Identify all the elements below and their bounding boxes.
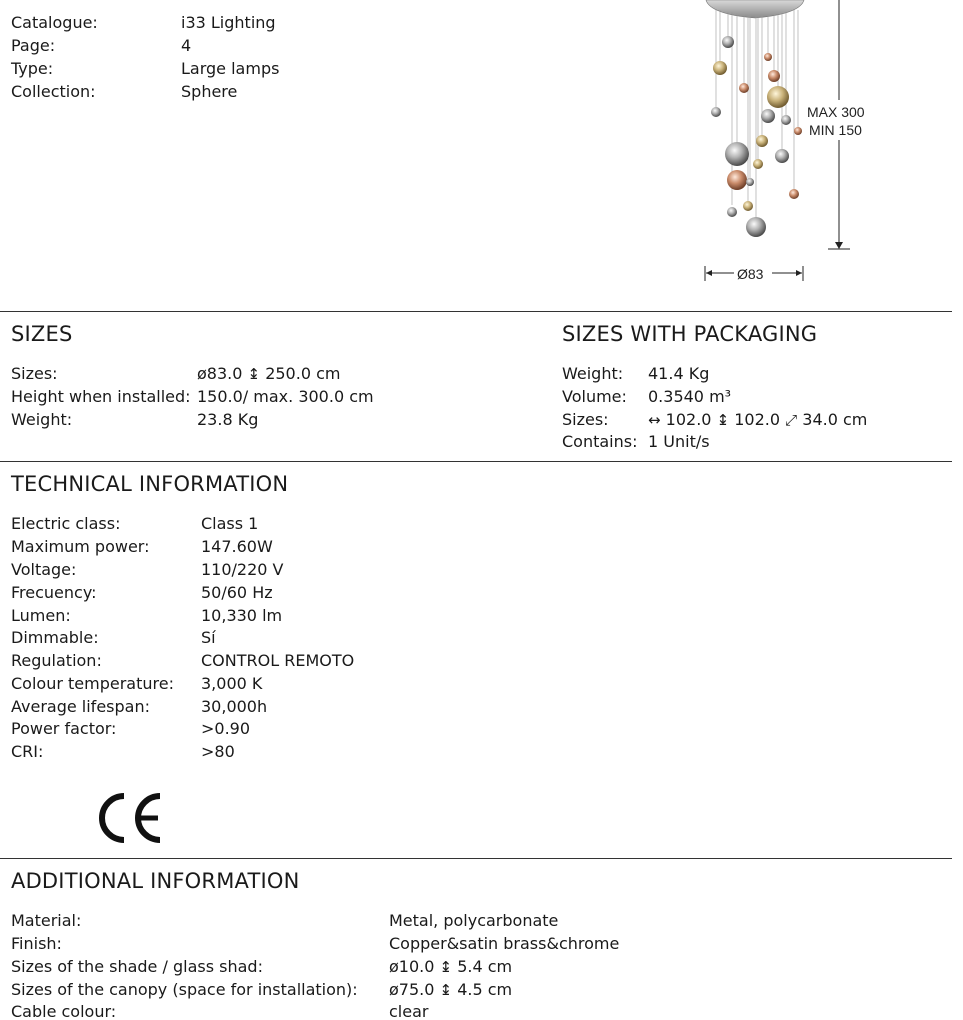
lamp-drawing xyxy=(700,0,880,290)
spheres xyxy=(711,36,802,237)
tech-row xyxy=(11,627,511,649)
header-label: Catalogue: xyxy=(11,13,98,32)
min-label: MIN 150 xyxy=(809,122,862,138)
tech-value: 3,000 K xyxy=(201,674,263,693)
tech-label: Regulation: xyxy=(11,651,102,670)
tech-value: Class 1 xyxy=(201,514,259,533)
material-label: Material: xyxy=(11,911,82,930)
additional-row-finish xyxy=(11,933,711,955)
tech-row xyxy=(11,650,511,672)
sizes-diameter: ø83.0 xyxy=(197,364,243,383)
tech-label: CRI: xyxy=(11,742,44,761)
packaging-row-contains xyxy=(562,431,952,453)
header-label: Page: xyxy=(11,36,56,55)
sizes-row-height xyxy=(11,386,511,408)
tech-row xyxy=(11,536,511,558)
height-label: Height when installed: xyxy=(11,387,191,406)
sizes-row-sizes xyxy=(11,363,511,385)
tech-label: Average lifespan: xyxy=(11,697,150,716)
width-arrow-icon: ↔ xyxy=(648,411,661,429)
canopy-height: 4.5 cm xyxy=(457,980,513,999)
packaging-depth: 34.0 cm xyxy=(802,410,868,429)
tech-label: Maximum power: xyxy=(11,537,150,556)
packaging-sizes-label: Sizes: xyxy=(562,410,609,429)
tech-label: Colour temperature: xyxy=(11,674,174,693)
finish-value: Copper&satin brass&chrome xyxy=(389,934,620,953)
header-row-collection xyxy=(11,81,411,103)
shade-value xyxy=(389,956,512,978)
tech-label: Electric class: xyxy=(11,514,121,533)
weight-value: 23.8 Kg xyxy=(197,410,259,429)
sizes-row-weight xyxy=(11,409,511,431)
canopy-label: Sizes of the canopy (space for installation): xyxy=(11,980,358,999)
header-row-catalogue xyxy=(11,12,411,34)
tech-label: Frecuency: xyxy=(11,583,97,602)
sizes-value xyxy=(197,363,340,385)
tech-row xyxy=(11,559,511,581)
tech-value: 30,000h xyxy=(201,697,268,716)
header-value: Sphere xyxy=(181,82,238,101)
depth-arrow-icon: ⤢ xyxy=(785,411,798,429)
tech-label: Power factor: xyxy=(11,719,117,738)
additional-heading: ADDITIONAL INFORMATION xyxy=(11,869,300,893)
section-divider xyxy=(0,858,952,859)
additional-row-cable xyxy=(11,1001,711,1020)
height-arrow-icon: ↨ xyxy=(439,981,453,999)
height-arrow-icon: ↨ xyxy=(247,365,261,383)
ce-mark-icon xyxy=(96,792,164,844)
height-arrow-icon: ↨ xyxy=(439,958,453,976)
header-row-type xyxy=(11,58,411,80)
tech-value: >0.90 xyxy=(201,719,251,738)
tech-label: Dimmable: xyxy=(11,628,99,647)
packaging-weight-label: Weight: xyxy=(562,364,624,383)
material-value: Metal, polycarbonate xyxy=(389,911,559,930)
header-label: Type: xyxy=(11,59,54,78)
section-divider xyxy=(0,461,952,462)
tech-value: >80 xyxy=(201,742,235,761)
tech-label: Lumen: xyxy=(11,606,71,625)
tech-value: 10,330 lm xyxy=(201,606,283,625)
packaging-row-sizes xyxy=(562,409,952,431)
technical-heading: TECHNICAL INFORMATION xyxy=(11,472,289,496)
height-arrow-icon: ↨ xyxy=(716,411,730,429)
cable-value: clear xyxy=(389,1002,429,1020)
tech-row xyxy=(11,605,511,627)
arrow-right-icon xyxy=(796,270,802,276)
tech-label: Voltage: xyxy=(11,560,77,579)
tech-row xyxy=(11,673,511,695)
packaging-row-volume xyxy=(562,386,952,408)
max-label: MAX 300 xyxy=(807,104,865,120)
packaging-row-weight xyxy=(562,363,952,385)
cable-label: Cable colour: xyxy=(11,1002,117,1020)
tech-row xyxy=(11,718,511,740)
arrow-left-icon xyxy=(706,270,712,276)
weight-label: Weight: xyxy=(11,410,73,429)
height-value: 150.0/ max. 300.0 cm xyxy=(197,387,374,406)
additional-row-canopy xyxy=(11,979,711,1001)
header-value: 4 xyxy=(181,36,192,55)
header-label: Collection: xyxy=(11,82,96,101)
tech-value: CONTROL REMOTO xyxy=(201,651,355,670)
sizes-heading: SIZES xyxy=(11,322,73,346)
diameter-label: Ø83 xyxy=(737,266,764,282)
tech-row xyxy=(11,582,511,604)
height-arrow-icon xyxy=(835,242,843,249)
sizes-height: 250.0 cm xyxy=(265,364,341,383)
additional-row-material xyxy=(11,910,711,932)
tech-value: Sí xyxy=(201,628,216,647)
packaging-volume-label: Volume: xyxy=(562,387,627,406)
shade-height: 5.4 cm xyxy=(457,957,513,976)
packaging-volume-value: 0.3540 m³ xyxy=(648,387,732,406)
tech-value: 50/60 Hz xyxy=(201,583,273,602)
packaging-contains-label: Contains: xyxy=(562,432,638,451)
shade-label: Sizes of the shade / glass shad: xyxy=(11,957,263,976)
header-row-page xyxy=(11,35,411,57)
packaging-height: 102.0 xyxy=(734,410,781,429)
canopy-value xyxy=(389,979,512,1001)
packaging-width: 102.0 xyxy=(665,410,712,429)
tech-row xyxy=(11,696,511,718)
additional-row-shade xyxy=(11,956,711,978)
header-value: Large lamps xyxy=(181,59,280,78)
packaging-heading: SIZES WITH PACKAGING xyxy=(562,322,818,346)
packaging-contains-value: 1 Unit/s xyxy=(648,432,710,451)
tech-value: 147.60W xyxy=(201,537,273,556)
header-value: i33 Lighting xyxy=(181,13,276,32)
canopy-diameter: ø75.0 xyxy=(389,980,435,999)
finish-label: Finish: xyxy=(11,934,62,953)
tech-row xyxy=(11,513,511,535)
tech-row xyxy=(11,741,511,763)
shade-diameter: ø10.0 xyxy=(389,957,435,976)
canopy xyxy=(706,0,804,18)
packaging-sizes-value xyxy=(648,409,867,431)
section-divider xyxy=(0,311,952,312)
sizes-label: Sizes: xyxy=(11,364,58,383)
packaging-weight-value: 41.4 Kg xyxy=(648,364,710,383)
tech-value: 110/220 V xyxy=(201,560,284,579)
